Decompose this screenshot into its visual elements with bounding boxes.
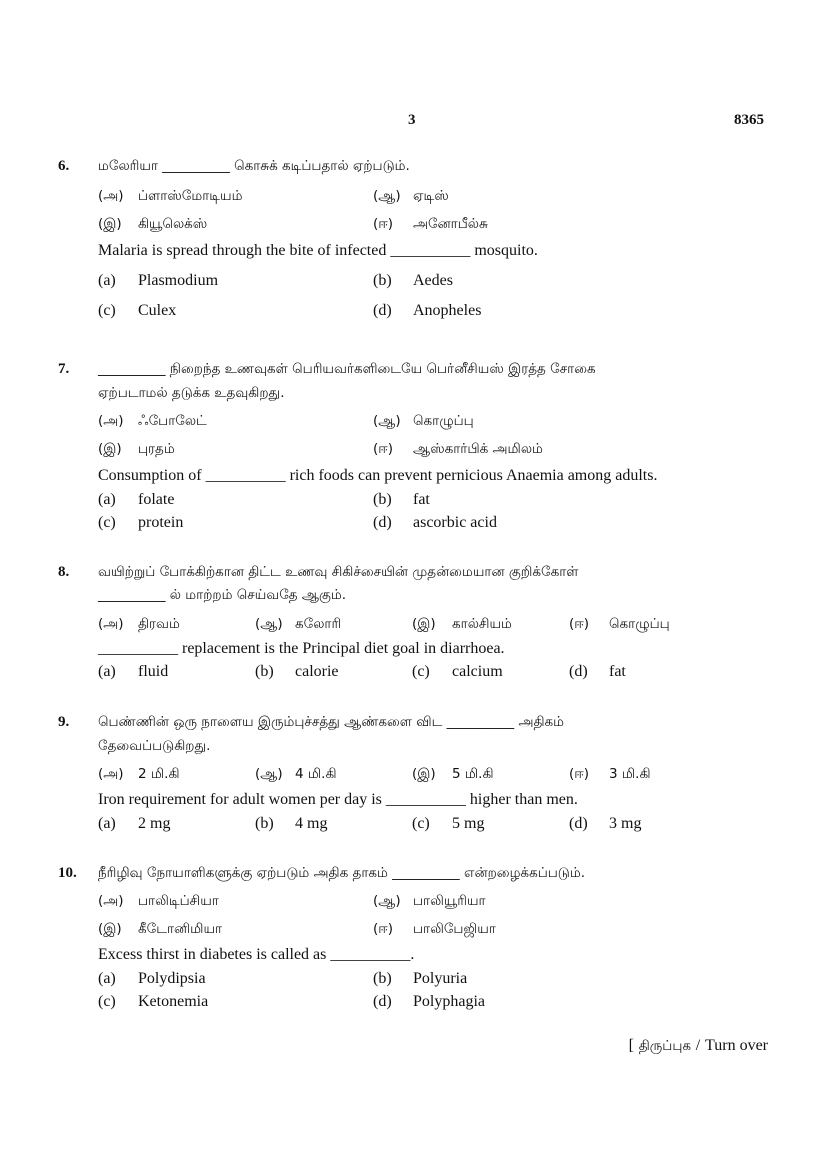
tamil-option-a: (அ) ஃபோலேட் (98, 413, 207, 429)
tamil-option-c: (இ) புரதம் (98, 441, 175, 457)
tamil-option-d: (ஈ) அனோபீல்சு (373, 216, 488, 232)
question-tamil-line: தேவைப்படுகிறது. (98, 738, 211, 754)
question-english: Iron requirement for adult women per day is __________ higher than men. (98, 791, 578, 808)
tamil-option-b: (ஆ) கொழுப்பு (373, 413, 474, 429)
english-option-b: (b) 4 mg (255, 815, 328, 832)
question-tamil-line: மலேரியா __________ கொசுக் கடிப்பதால் ஏற்படும். (98, 158, 410, 174)
english-option-a: (a) Plasmodium (98, 272, 219, 289)
tamil-option-d: (ஈ) 3 மி.கி (569, 766, 651, 782)
footer-tamil: திருப்புக (638, 1038, 692, 1054)
question-number: 7. (58, 361, 70, 377)
question-tamil-line: வயிற்றுப் போக்கிற்கான திட்ட உணவு சிகிச்சையின் முதன்மையான குறிக்கோள் (98, 564, 579, 580)
question-english: __________ replacement is the Principal diet goal in diarrhoea. (98, 640, 505, 657)
question-english: Consumption of __________ rich foods can prevent pernicious Anaemia among adults. (98, 467, 658, 484)
english-option-d: (d) Anopheles (373, 302, 482, 319)
footer-english: Turn over (705, 1037, 768, 1054)
tamil-option-a: (அ) 2 மி.கி (98, 766, 180, 782)
tamil-option-d: (ஈ) ஆஸ்கார்பிக் அமிலம் (373, 441, 543, 457)
english-option-d: (d) ascorbic acid (373, 514, 497, 531)
english-option-b: (b) Aedes (373, 272, 453, 289)
question-number: 9. (58, 714, 70, 730)
english-option-a: (a) Polydipsia (98, 970, 206, 987)
tamil-option-b: (ஆ) ஏடிஸ் (373, 188, 449, 204)
page-number: 3 (408, 112, 416, 128)
english-option-a: (a) 2 mg (98, 815, 171, 832)
tamil-option-d: (ஈ) கொழுப்பு (569, 616, 670, 632)
question-tamil-line: பெண்ணின் ஒரு நாளைய இரும்புச்சத்து ஆண்களை விட __________ அதிகம் (98, 714, 565, 730)
tamil-option-d: (ஈ) பாலிபேஜியா (373, 921, 496, 937)
english-option-b: (b) fat (373, 491, 430, 508)
paper-code: 8365 (734, 112, 764, 128)
english-option-d: (d) Polyphagia (373, 993, 485, 1010)
english-option-c: (c) protein (98, 514, 184, 531)
english-option-b: (b) Polyuria (373, 970, 468, 987)
footer-bracket: [ (628, 1037, 634, 1054)
english-option-c: (c) 5 mg (412, 815, 485, 832)
turn-over-note (629, 1036, 768, 1056)
english-option-c: (c) calcium (412, 663, 503, 680)
english-option-c: (c) Ketonemia (98, 993, 209, 1010)
english-option-b: (b) calorie (255, 663, 339, 680)
tamil-option-b: (ஆ) பாலியூரியா (373, 893, 486, 909)
footer-separator: / (695, 1037, 701, 1054)
question-number: 10. (58, 865, 77, 881)
tamil-option-b: (ஆ) 4 மி.கி (255, 766, 337, 782)
question-english: Excess thirst in diabetes is called as __________. (98, 946, 415, 963)
question-tamil-line: __________ ல் மாற்றம் செய்வதே ஆகும். (98, 587, 347, 603)
question-english: Malaria is spread through the bite of infected __________ mosquito. (98, 242, 538, 259)
tamil-option-c: (இ) கால்சியம் (412, 616, 512, 632)
english-option-c: (c) Culex (98, 302, 177, 319)
tamil-option-a: (அ) திரவம் (98, 616, 180, 632)
question-tamil-line: நீரிழிவு நோயாளிகளுக்கு ஏற்படும் அதிக தாகம் __________ என்றழைக்கப்படும். (98, 865, 585, 881)
question-number: 6. (58, 158, 70, 174)
tamil-option-b: (ஆ) கலோரி (255, 616, 342, 632)
question-tamil-line: ஏற்படாமல் தடுக்க உதவுகிறது. (98, 385, 285, 401)
tamil-option-c: (இ) 5 மி.கி (412, 766, 494, 782)
english-option-d: (d) fat (569, 663, 626, 680)
english-option-a: (a) folate (98, 491, 175, 508)
question-number: 8. (58, 564, 70, 580)
tamil-option-c: (இ) கீடோனிமியா (98, 921, 223, 937)
tamil-option-c: (இ) கியூலெக்ஸ் (98, 216, 208, 232)
question-tamil-line: __________ நிறைந்த உணவுகள் பெரியவர்களிடையே பெர்னீசியஸ் இரத்த சோகை (98, 361, 596, 377)
tamil-option-a: (அ) பாலிடிப்சியா (98, 893, 219, 909)
english-option-d: (d) 3 mg (569, 815, 642, 832)
tamil-option-a: (அ) ப்ளாஸ்மோடியம் (98, 188, 243, 204)
english-option-a: (a) fluid (98, 663, 169, 680)
